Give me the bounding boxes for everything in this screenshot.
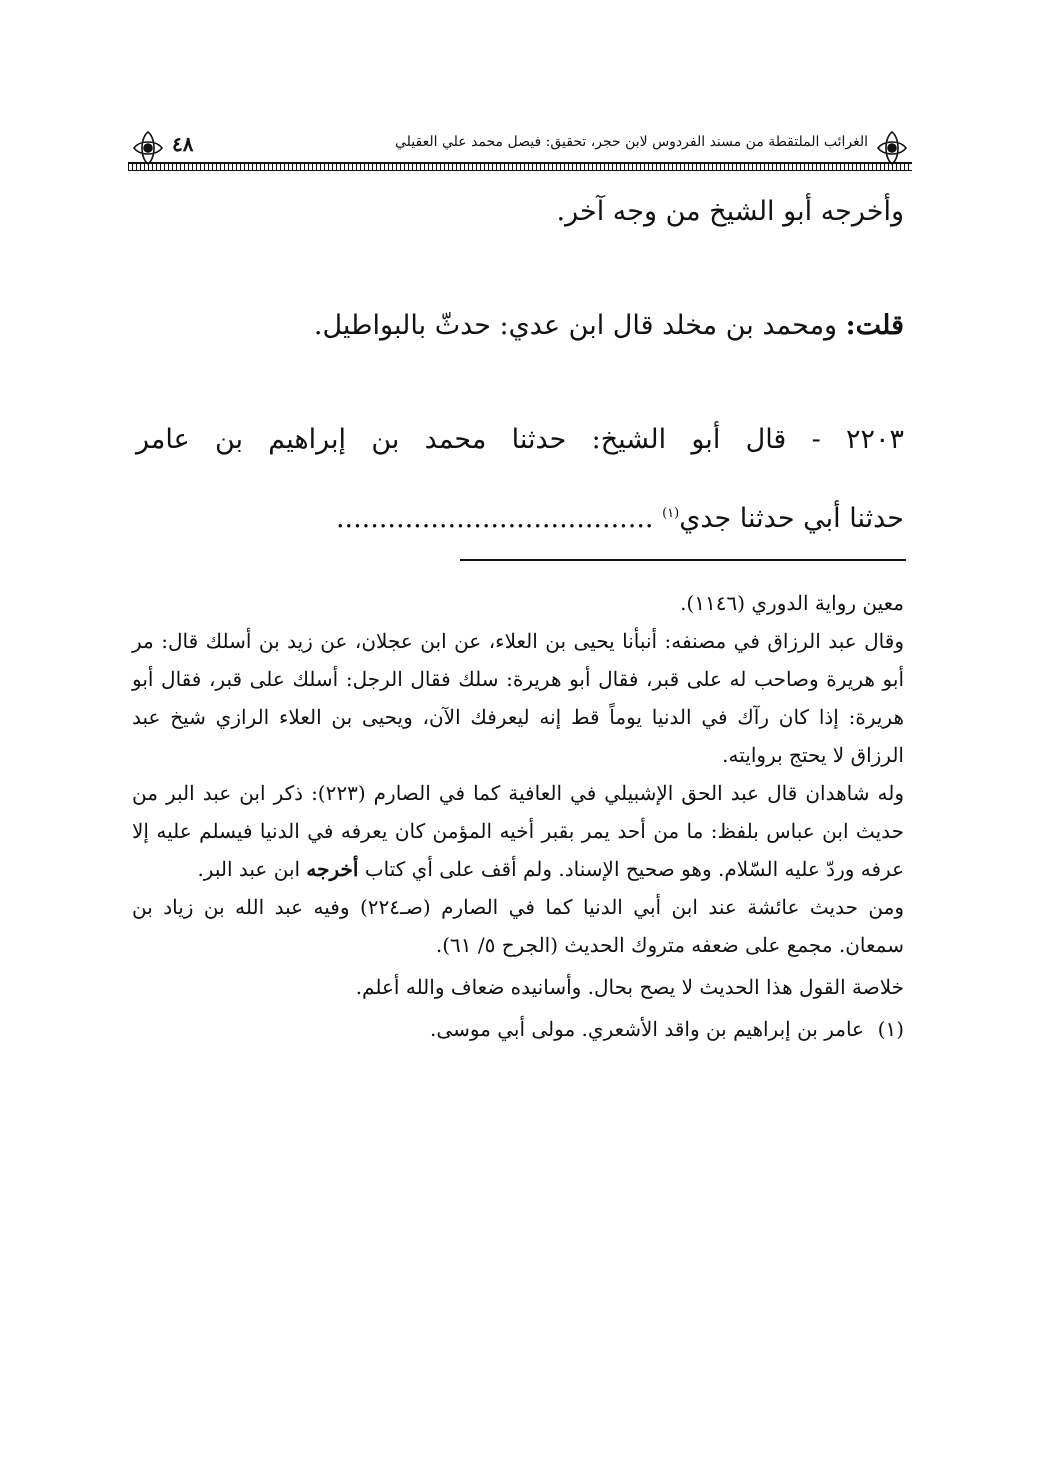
footnote-separator [460,559,906,561]
ellipsis-dots: ..................................... [335,503,663,534]
note-paragraph-3-b: ابن عبد البر. [197,857,307,881]
note-paragraph-2: وقال عبد الرزاق في مصنفه: أنبأنا يحيى بن العلاء، عن ابن عجلان، عن زيد بن أسلك قال: مر أبو هريرة وصاحب له على قبر، فقال أبو هريرة: سلك فقال الرجل: أسلك على قبر، فقال أبو هريرة: إذا كان رآك في الدنيا يوماً قط إنه ليعرفك الآن، ويحيى بن العلاء الرازي شيخ عبد الرزاق لا يحتج بروايته. [132,629,904,767]
page-number: ٤٨ [172,132,194,156]
main-line-4 [124,494,904,539]
main-line-1: وأخرجه أبو الشيخ من وجه آخر. [556,196,904,227]
note-paragraph-3 [132,774,904,888]
note-paragraph-3-a: وله شاهدان قال عبد الحق الإشبيلي في العافية كما في الصارم (٢٢٣): ذكر ابن عبد البر من حديث ابن عباس بلفظ: ما من أحد يمر بقبر أخيه المؤمن كان يعرفه في الدنيا فيسلم عليه إلا عرفه وردّ عليه السّلام. وهو صحيح الإسناد. ولم أقف على أي كتاب [132,781,904,881]
note-paragraph-3-bold: أخرجه [306,857,359,881]
main-line-2 [124,306,904,346]
note-conclusion: خلاصة القول هذا الحديث لا يصح بحال. وأسانيده ضعاف والله أعلم. [355,975,904,999]
footnote-1 [132,1010,904,1048]
footnote-1-text: عامر بن إبراهيم بن واقد الأشعري. مولى أبي موسى. [430,1017,864,1041]
note-paragraph-4: ومن حديث عائشة عند ابن أبي الدنيا كما في الصارم (صـ٢٢٤) وفيه عبد الله بن زياد بن سمعان. مجمع على ضعفه متروك الحديث (الجرح ٥/ ٦١). [132,895,904,957]
footnote-1-marker: (١) [877,1017,904,1041]
header-rule [128,162,912,171]
running-header [128,122,912,178]
hadith-2203-line: ٢٢٠٣ - قال أبو الشيخ: حدثنا محمد بن إبراهيم بن عامر [136,424,904,455]
note-paragraph-1: معين رواية الدوري (١١٤٦). [680,591,904,615]
main-line-2-text: ومحمد بن مخلد قال ابن عدي: حدثّ بالبواطيل. [313,310,846,341]
qultu-label: قلت: [845,310,904,341]
main-line-4-text: حدثنا أبي حدثنا جدي [679,503,904,534]
running-title: الغرائب الملتقطة من مسند الفردوس لابن حجر، تحقيق: فيصل محمد علي العقيلي [395,134,868,150]
footnotes-block [132,584,904,1048]
footnote-reference[interactable]: (١) [662,506,680,521]
